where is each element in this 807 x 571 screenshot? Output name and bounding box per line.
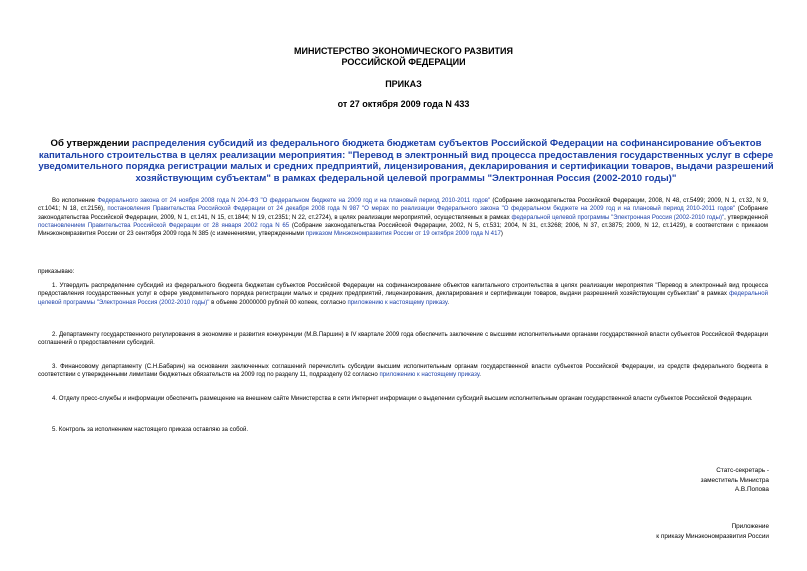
appendix-reference: к приказу Минэкономразвития России	[656, 532, 769, 540]
item-text: 4. Отделу пресс-службы и информации обеспечить размещение на внешнем сайте Министерства в сети Интернет информации о выделении субсидий высшим исполнительным органам государственной власти субъектов Российской Федерации.	[52, 395, 753, 402]
item-3	[38, 363, 768, 380]
item-2	[38, 331, 768, 348]
appendix-label: Приложение	[731, 523, 769, 530]
item-text: 2. Департаменту государственного регулирования в экономике и развития конкуренции (М.В.Паршин) в IV квартале 2009 года обеспечить заключение с высшими исполнительными органами государственной власти субъектов Российской Федерации соглашений о предоставлении субсидий.	[38, 331, 768, 347]
item-text: 3. Финансовому департаменту (С.Н.Бабарин) на основании заключенных соглашений перечислить субсидии высшим исполнительным органам государственной власти субъектов Российской Федерации, из средств федерального бюджета в соответствии с утвержденными лимитами бюджетных обязательств на 2009 год по разделу 11, подразделу 02 согласно	[38, 363, 768, 379]
signature-block	[701, 466, 769, 495]
document-title	[36, 138, 776, 184]
appendix-link[interactable]: приложению к настоящему приказу	[347, 298, 448, 306]
document-date: от 27 октября 2009 года N 433	[337, 99, 470, 109]
target-program-link[interactable]: федеральной целевой программы "Электронная Россия (2002-2010 годы)"	[511, 213, 725, 221]
item-5	[38, 426, 768, 434]
item-text: 5. Контроль за исполнением настоящего приказа оставляю за собой.	[52, 426, 249, 433]
preamble-text: (Собрание законодательства Российской Федерации, 2002, N 5, ст.531; 2004, N 31, ст.3268; 2006, N 37, ст.3875; 2009, N 12, ст.1429), в соответствии с приказом Минэкономразвития России от 23 сентября 2009 года N 385 (с изменениями, утвержденными	[38, 221, 768, 238]
preamble-text: )	[500, 230, 503, 238]
target-program-link[interactable]: федеральной целевой программы "Электронная Россия (2002-2010 годы)"	[38, 290, 768, 306]
item-text: 1. Утвердить распределение субсидий из федерального бюджета бюджетам субъектов Российской Федерации на софинансирование объектов капитального строительства в целях реализации мероприятия "Перевод в электронный вид процесса предоставления государственных услуг в сфере уведомительного порядка регистрации малых и средних предприятий, лицензирования, декларирования и сертификации товаров, выдачи разрешений хозяйствующим субъектам" в рамках	[38, 282, 768, 298]
order-417-link[interactable]: приказом Минэкономразвития России от 19 октября 2009 года N 417	[305, 230, 501, 238]
government-decree-987-link[interactable]: постановления Правительства Российской Федерации от 24 декабря 2008 года N 987 "О мерах по реализации Федерального закона "О федеральном бюджете на 2009 год и на плановый период 2010-2011 годов"	[107, 205, 736, 213]
ministry-name-line2: РОССИЙСКОЙ ФЕДЕРАЦИИ	[341, 57, 466, 67]
federal-law-link[interactable]: Федерального закона от 24 ноября 2008 года N 204-ФЗ "О федеральном бюджете на 2009 год и на плановый период 2010-2011 годов"	[97, 197, 491, 204]
preamble-text: , утвержденной	[724, 213, 769, 221]
signature-name: А.В.Попова	[734, 486, 769, 493]
item-text: .	[447, 298, 450, 306]
item-1	[38, 282, 768, 307]
appendix-caption	[656, 522, 769, 541]
preamble-text: (Собрание законодательства Российской Федерации, 2009, N 1, ст.141, N 15, ст.1844; N 19, ст.2351; N 22, ст.2724), в целях реализации мероприятий, осуществляемых в рамках	[38, 205, 768, 221]
document-type: ПРИКАЗ	[385, 79, 422, 89]
item-text: .	[479, 371, 481, 379]
appendix-link[interactable]: приложению к настоящему приказу	[379, 371, 480, 379]
preamble-paragraph	[38, 197, 768, 238]
ministry-name-line1: МИНИСТЕРСТВО ЭКОНОМИЧЕСКОГО РАЗВИТИЯ	[294, 46, 513, 56]
government-decree-65-link[interactable]: постановлением Правительства Российской Федерации от 28 января 2002 года N 65	[38, 221, 290, 229]
title-link[interactable]: распределения субсидий из федерального бюджета бюджетам субъектов Российской Федерации на софинансирование объектов капитального строительства в целях реализации мероприятия: "Перевод в электронный вид процесса предоставления государственных услуг в сфере уведомительного порядка регистрации малых и средних предприятий, лицензирования, декларирования и сертификации товаров, выдачи разрешений хозяйствующим субъектам" в рамках федеральной целевой программы "Электронная Россия (2002-2010 годы)"	[38, 138, 774, 184]
order-word: приказываю:	[38, 268, 75, 275]
item-text: в объеме 20000000 рублей 00 копеек, согласно	[209, 298, 348, 306]
item-4	[38, 395, 768, 403]
preamble-text: (Собрание законодательства Российской Федерации, 2008, N 48, ст.5499; 2009, N 1, ст.32, N 9, ст.1041; N 18, ст.2156),	[38, 197, 768, 213]
signature-position-2: заместитель Министра	[700, 476, 769, 484]
title-prefix: Об утверждении	[50, 138, 133, 149]
preamble-text: Во исполнение	[52, 197, 98, 204]
signature-position-1: Статс-секретарь -	[716, 467, 769, 474]
